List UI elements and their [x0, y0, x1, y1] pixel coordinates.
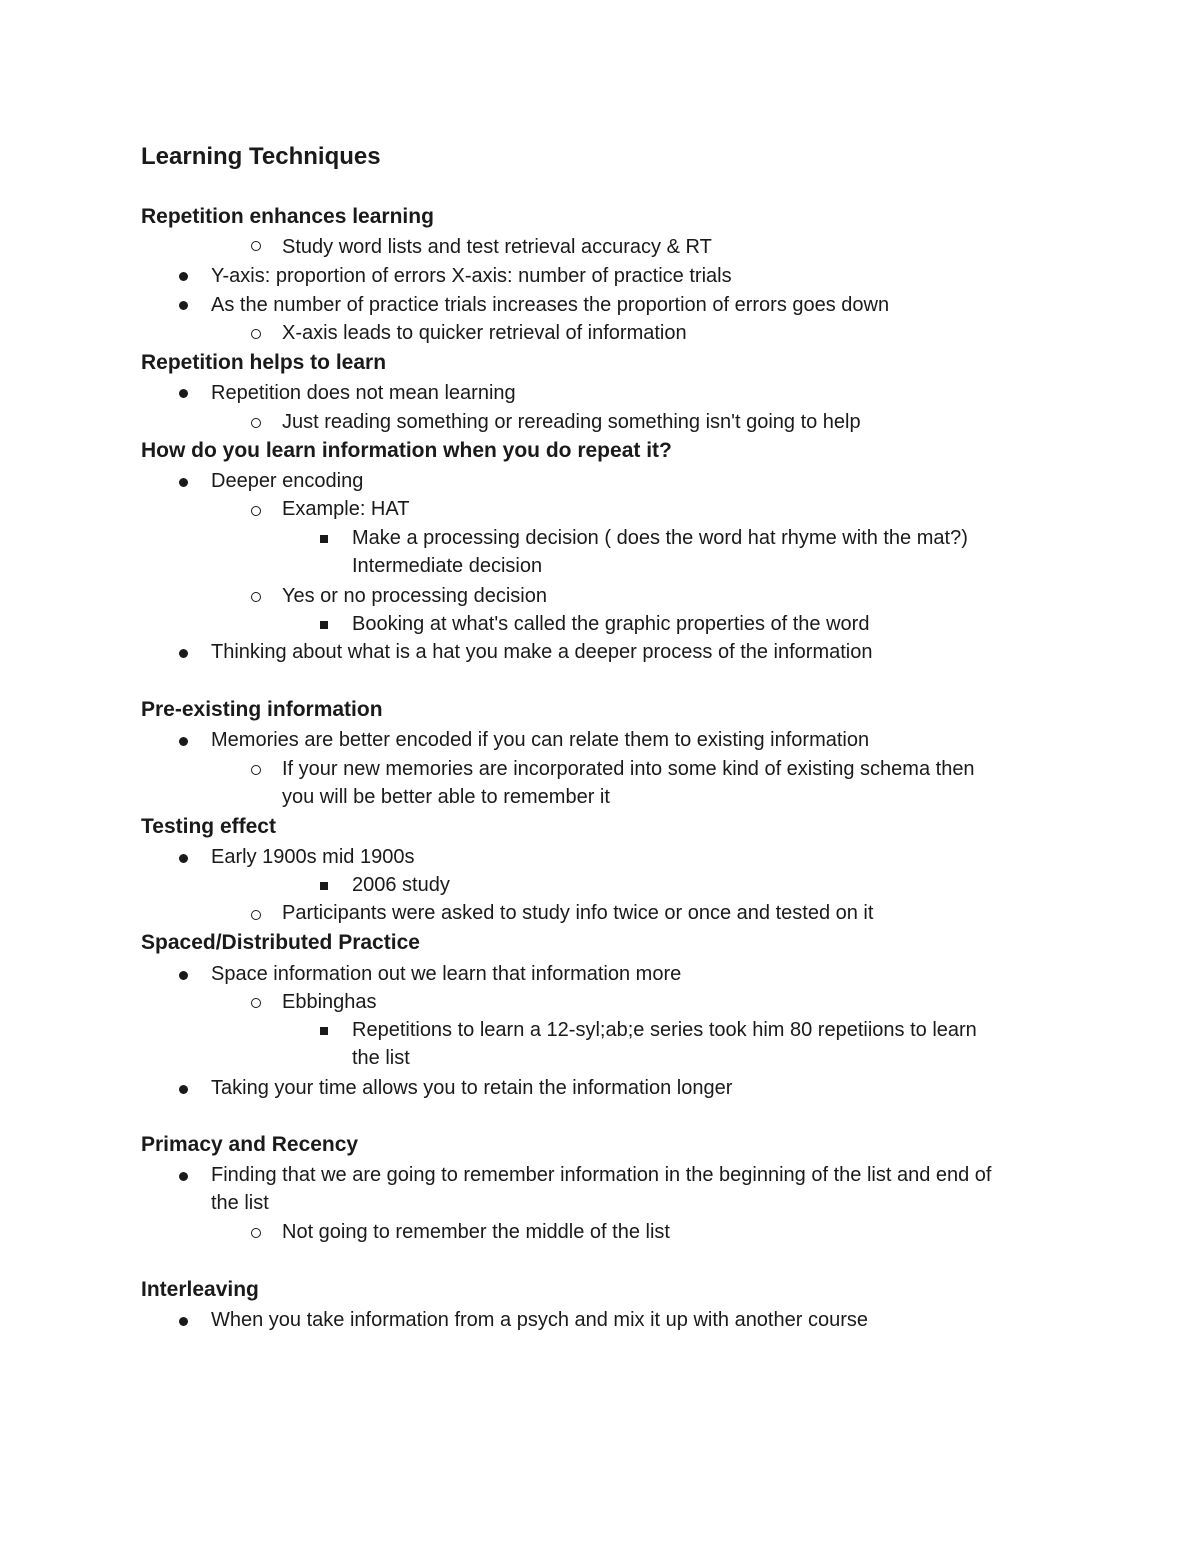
- disc-bullet-icon: [179, 971, 188, 980]
- list-item: 2006 study: [352, 874, 450, 896]
- list-item: Make a processing decision ( does the word hat rhyme with the mat?): [352, 527, 968, 549]
- disc-bullet-icon: [179, 1317, 188, 1326]
- list-item: Memories are better encoded if you can relate them to existing information: [211, 729, 870, 751]
- list-item-continuation: Intermediate decision: [352, 555, 543, 577]
- circle-bullet-icon: [251, 765, 261, 775]
- circle-bullet-icon: [251, 506, 261, 516]
- list-item: Deeper encoding: [211, 470, 364, 492]
- circle-bullet-icon: [251, 418, 261, 428]
- list-item: Yes or no processing decision: [282, 585, 547, 607]
- list-item: Repetition does not mean learning: [211, 382, 516, 404]
- section-heading: How do you learn information when you do repeat it?: [141, 439, 672, 462]
- disc-bullet-icon: [179, 1085, 188, 1094]
- list-item: Just reading something or rereading something isn't going to help: [282, 411, 861, 433]
- disc-bullet-icon: [179, 301, 188, 310]
- list-item: Finding that we are going to remember information in the beginning of the list and end of: [211, 1164, 992, 1186]
- circle-bullet-icon: [251, 1228, 261, 1238]
- list-item-continuation: the list: [352, 1047, 410, 1069]
- section-heading: Repetition helps to learn: [141, 351, 387, 374]
- list-item: If your new memories are incorporated into some kind of existing schema then: [282, 758, 975, 780]
- circle-bullet-icon: [251, 998, 261, 1008]
- square-bullet-icon: [320, 535, 328, 543]
- circle-bullet-icon: [251, 329, 261, 339]
- section-heading: Interleaving: [141, 1278, 259, 1301]
- list-item: Space information out we learn that information more: [211, 963, 682, 985]
- list-item: Study word lists and test retrieval accuracy & RT: [282, 236, 712, 258]
- circle-bullet-icon: [251, 910, 261, 920]
- disc-bullet-icon: [179, 272, 188, 281]
- list-item: Not going to remember the middle of the list: [282, 1221, 670, 1243]
- circle-bullet-icon: [251, 592, 261, 602]
- list-item: Taking your time allows you to retain the information longer: [211, 1077, 733, 1099]
- list-item: Booking at what's called the graphic properties of the word: [352, 613, 870, 635]
- list-item: Early 1900s mid 1900s: [211, 846, 415, 868]
- section-heading: Primacy and Recency: [141, 1133, 359, 1156]
- square-bullet-icon: [320, 1027, 328, 1035]
- list-item: Y-axis: proportion of errors X-axis: number of practice trials: [211, 265, 732, 287]
- disc-bullet-icon: [179, 649, 188, 658]
- disc-bullet-icon: [179, 854, 188, 863]
- list-item: Ebbinghas: [282, 991, 377, 1013]
- section-heading: Repetition enhances learning: [141, 205, 434, 228]
- circle-bullet-icon: [251, 241, 261, 251]
- list-item: As the number of practice trials increases the proportion of errors goes down: [211, 294, 890, 316]
- disc-bullet-icon: [179, 1172, 188, 1181]
- section-heading: Spaced/Distributed Practice: [141, 931, 420, 954]
- disc-bullet-icon: [179, 737, 188, 746]
- list-item: Participants were asked to study info twice or once and tested on it: [282, 902, 874, 924]
- list-item-continuation: the list: [211, 1192, 269, 1214]
- disc-bullet-icon: [179, 478, 188, 487]
- section-heading: Testing effect: [141, 815, 276, 838]
- square-bullet-icon: [320, 882, 328, 890]
- list-item: Example: HAT: [282, 498, 410, 520]
- disc-bullet-icon: [179, 389, 188, 398]
- list-item: Repetitions to learn a 12-syl;ab;e series took him 80 repetiions to learn: [352, 1019, 977, 1041]
- list-item-continuation: you will be better able to remember it: [282, 786, 610, 808]
- page-title: Learning Techniques: [141, 143, 381, 170]
- list-item: Thinking about what is a hat you make a deeper process of the information: [211, 641, 873, 663]
- list-item: X-axis leads to quicker retrieval of information: [282, 322, 687, 344]
- list-item: When you take information from a psych and mix it up with another course: [211, 1309, 868, 1331]
- section-heading: Pre-existing information: [141, 698, 383, 721]
- square-bullet-icon: [320, 621, 328, 629]
